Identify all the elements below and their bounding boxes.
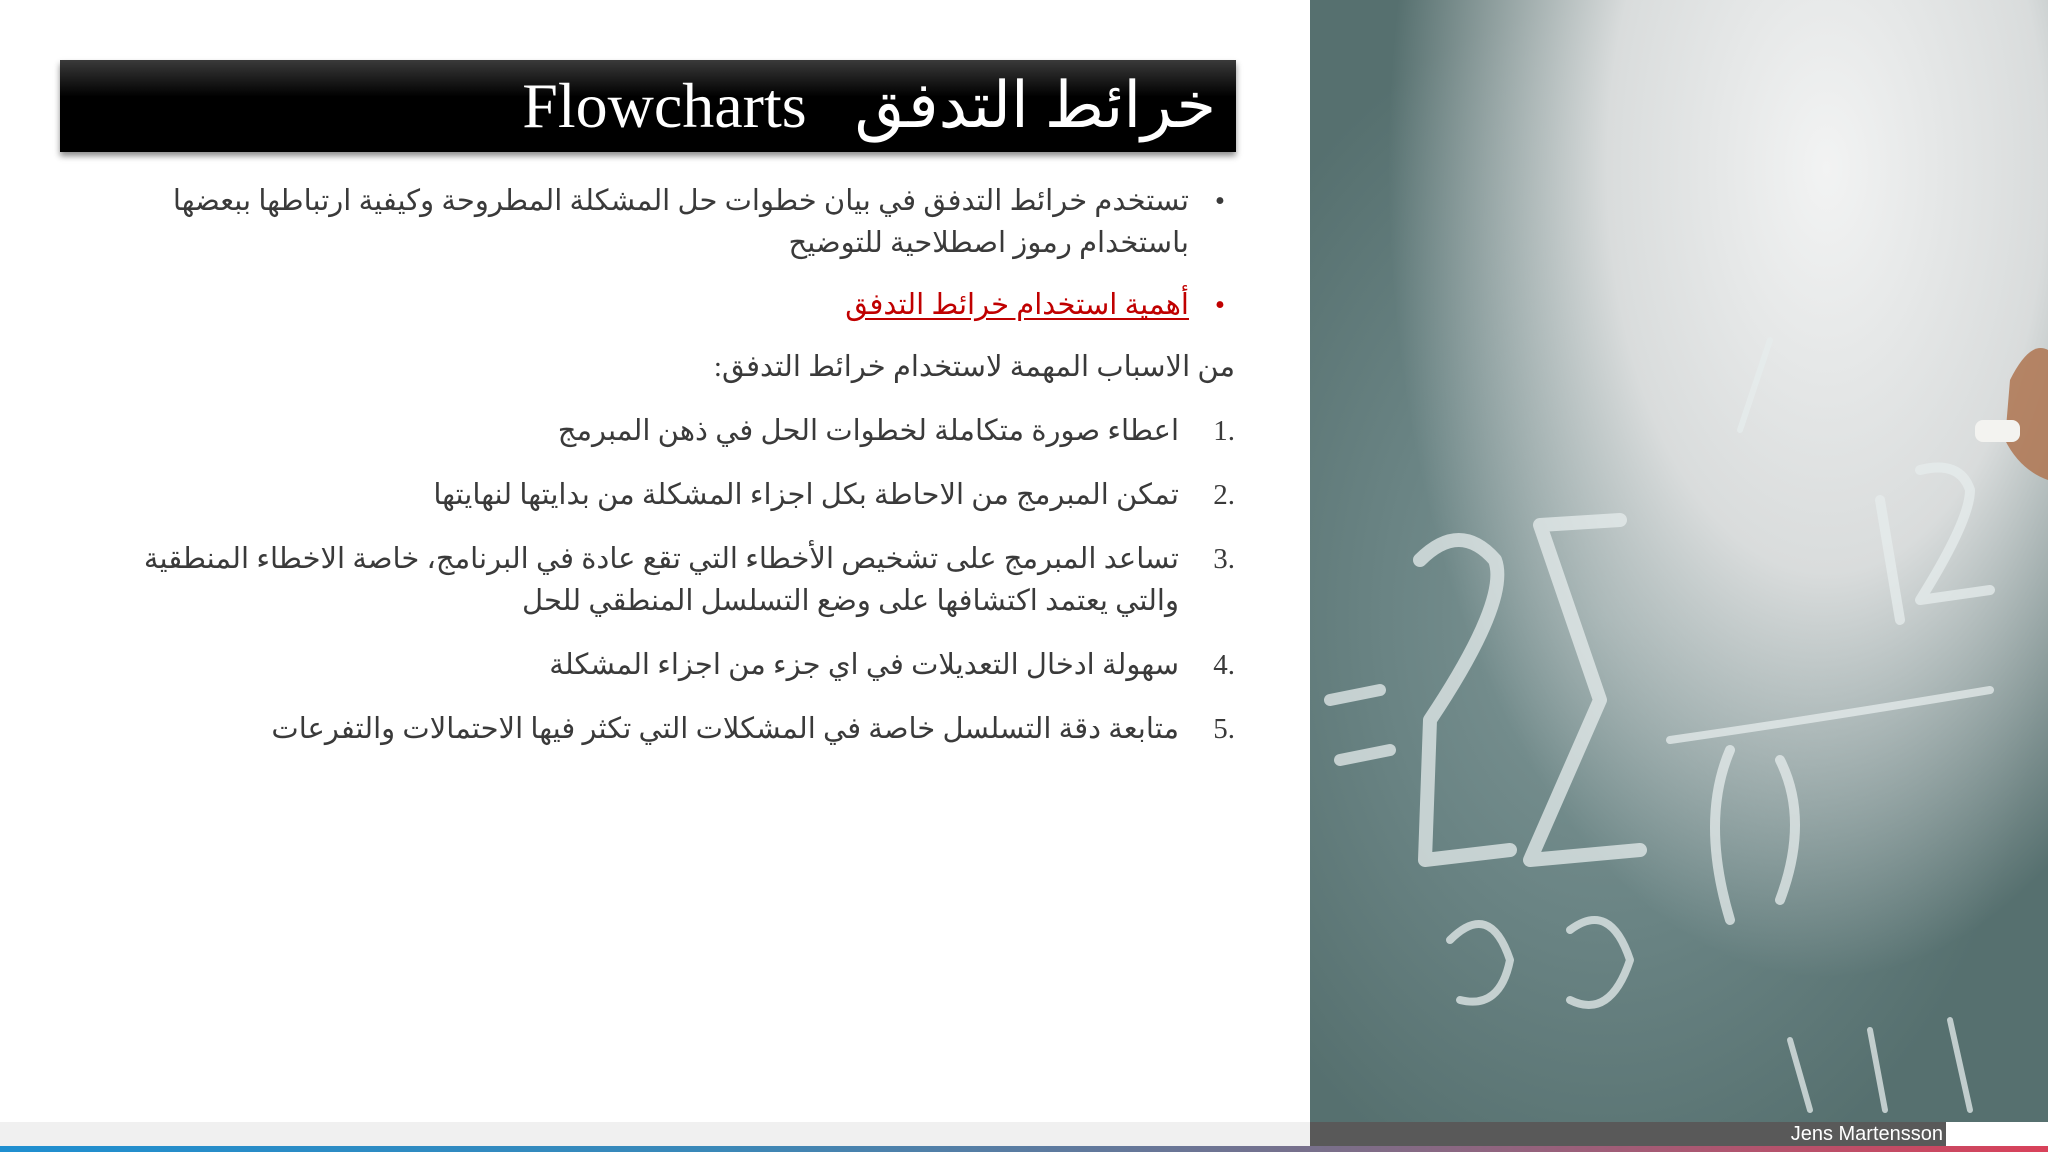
reason-text: تمكن المبرمج من الاحاطة بكل اجزاء المشكلة من بدايتها لنهايتها [433, 479, 1179, 511]
reason-text: سهولة ادخال التعديلات في اي جزء من اجزاء المشكلة [549, 649, 1179, 681]
reason-text: اعطاء صورة متكاملة لخطوات الحل في ذهن المبرمج [557, 415, 1179, 447]
slide-content [90, 180, 1235, 772]
reason-number: 3. [1213, 543, 1235, 575]
bullet-item-link [90, 284, 1235, 326]
reason-item [90, 410, 1235, 452]
chalk-drawing [1310, 0, 2048, 1122]
reason-number: 4. [1213, 649, 1235, 681]
reason-item [90, 708, 1235, 750]
title-bar [60, 60, 1236, 152]
slide-title [522, 69, 1216, 143]
reason-text: متابعة دقة التسلسل خاصة في المشكلات التي تكثر فيها الاحتمالات والتفرعات [271, 713, 1179, 745]
photo-credit: Jens Martensson [1790, 1123, 1943, 1145]
reason-number: 1. [1213, 415, 1235, 447]
bullet-icon: • [1214, 185, 1226, 217]
reason-item [90, 538, 1235, 622]
reason-item [90, 474, 1235, 516]
credit-bar-end [1946, 1122, 2048, 1146]
bullet-item [90, 180, 1235, 264]
reason-number: 5. [1213, 713, 1235, 745]
importance-link[interactable]: أهمية استخدام خرائط التدفق [845, 289, 1189, 321]
reason-text: تساعد المبرمج على تشخيص الأخطاء التي تقع عادة في البرنامج، خاصة الاخطاء المنطقية والتي يعتمد اكتشافها على وضع التسلسل المنطقي للحل [143, 543, 1179, 617]
reason-number: 2. [1213, 479, 1235, 511]
reason-item [90, 644, 1235, 686]
accent-line [0, 1146, 2048, 1152]
title-english: Flowcharts [522, 70, 807, 141]
bullet-icon: • [1214, 289, 1226, 321]
bullet-text: تستخدم خرائط التدفق في بيان خطوات حل المشكلة المطروحة وكيفية ارتباطها ببعضها باستخدام رموز اصطلاحية للتوضيح [172, 185, 1189, 259]
chalkboard-photo [1310, 0, 2048, 1122]
title-arabic: خرائط التدفق [854, 70, 1216, 141]
reasons-intro: من الاسباب المهمة لاستخدام خرائط التدفق: [713, 351, 1235, 383]
